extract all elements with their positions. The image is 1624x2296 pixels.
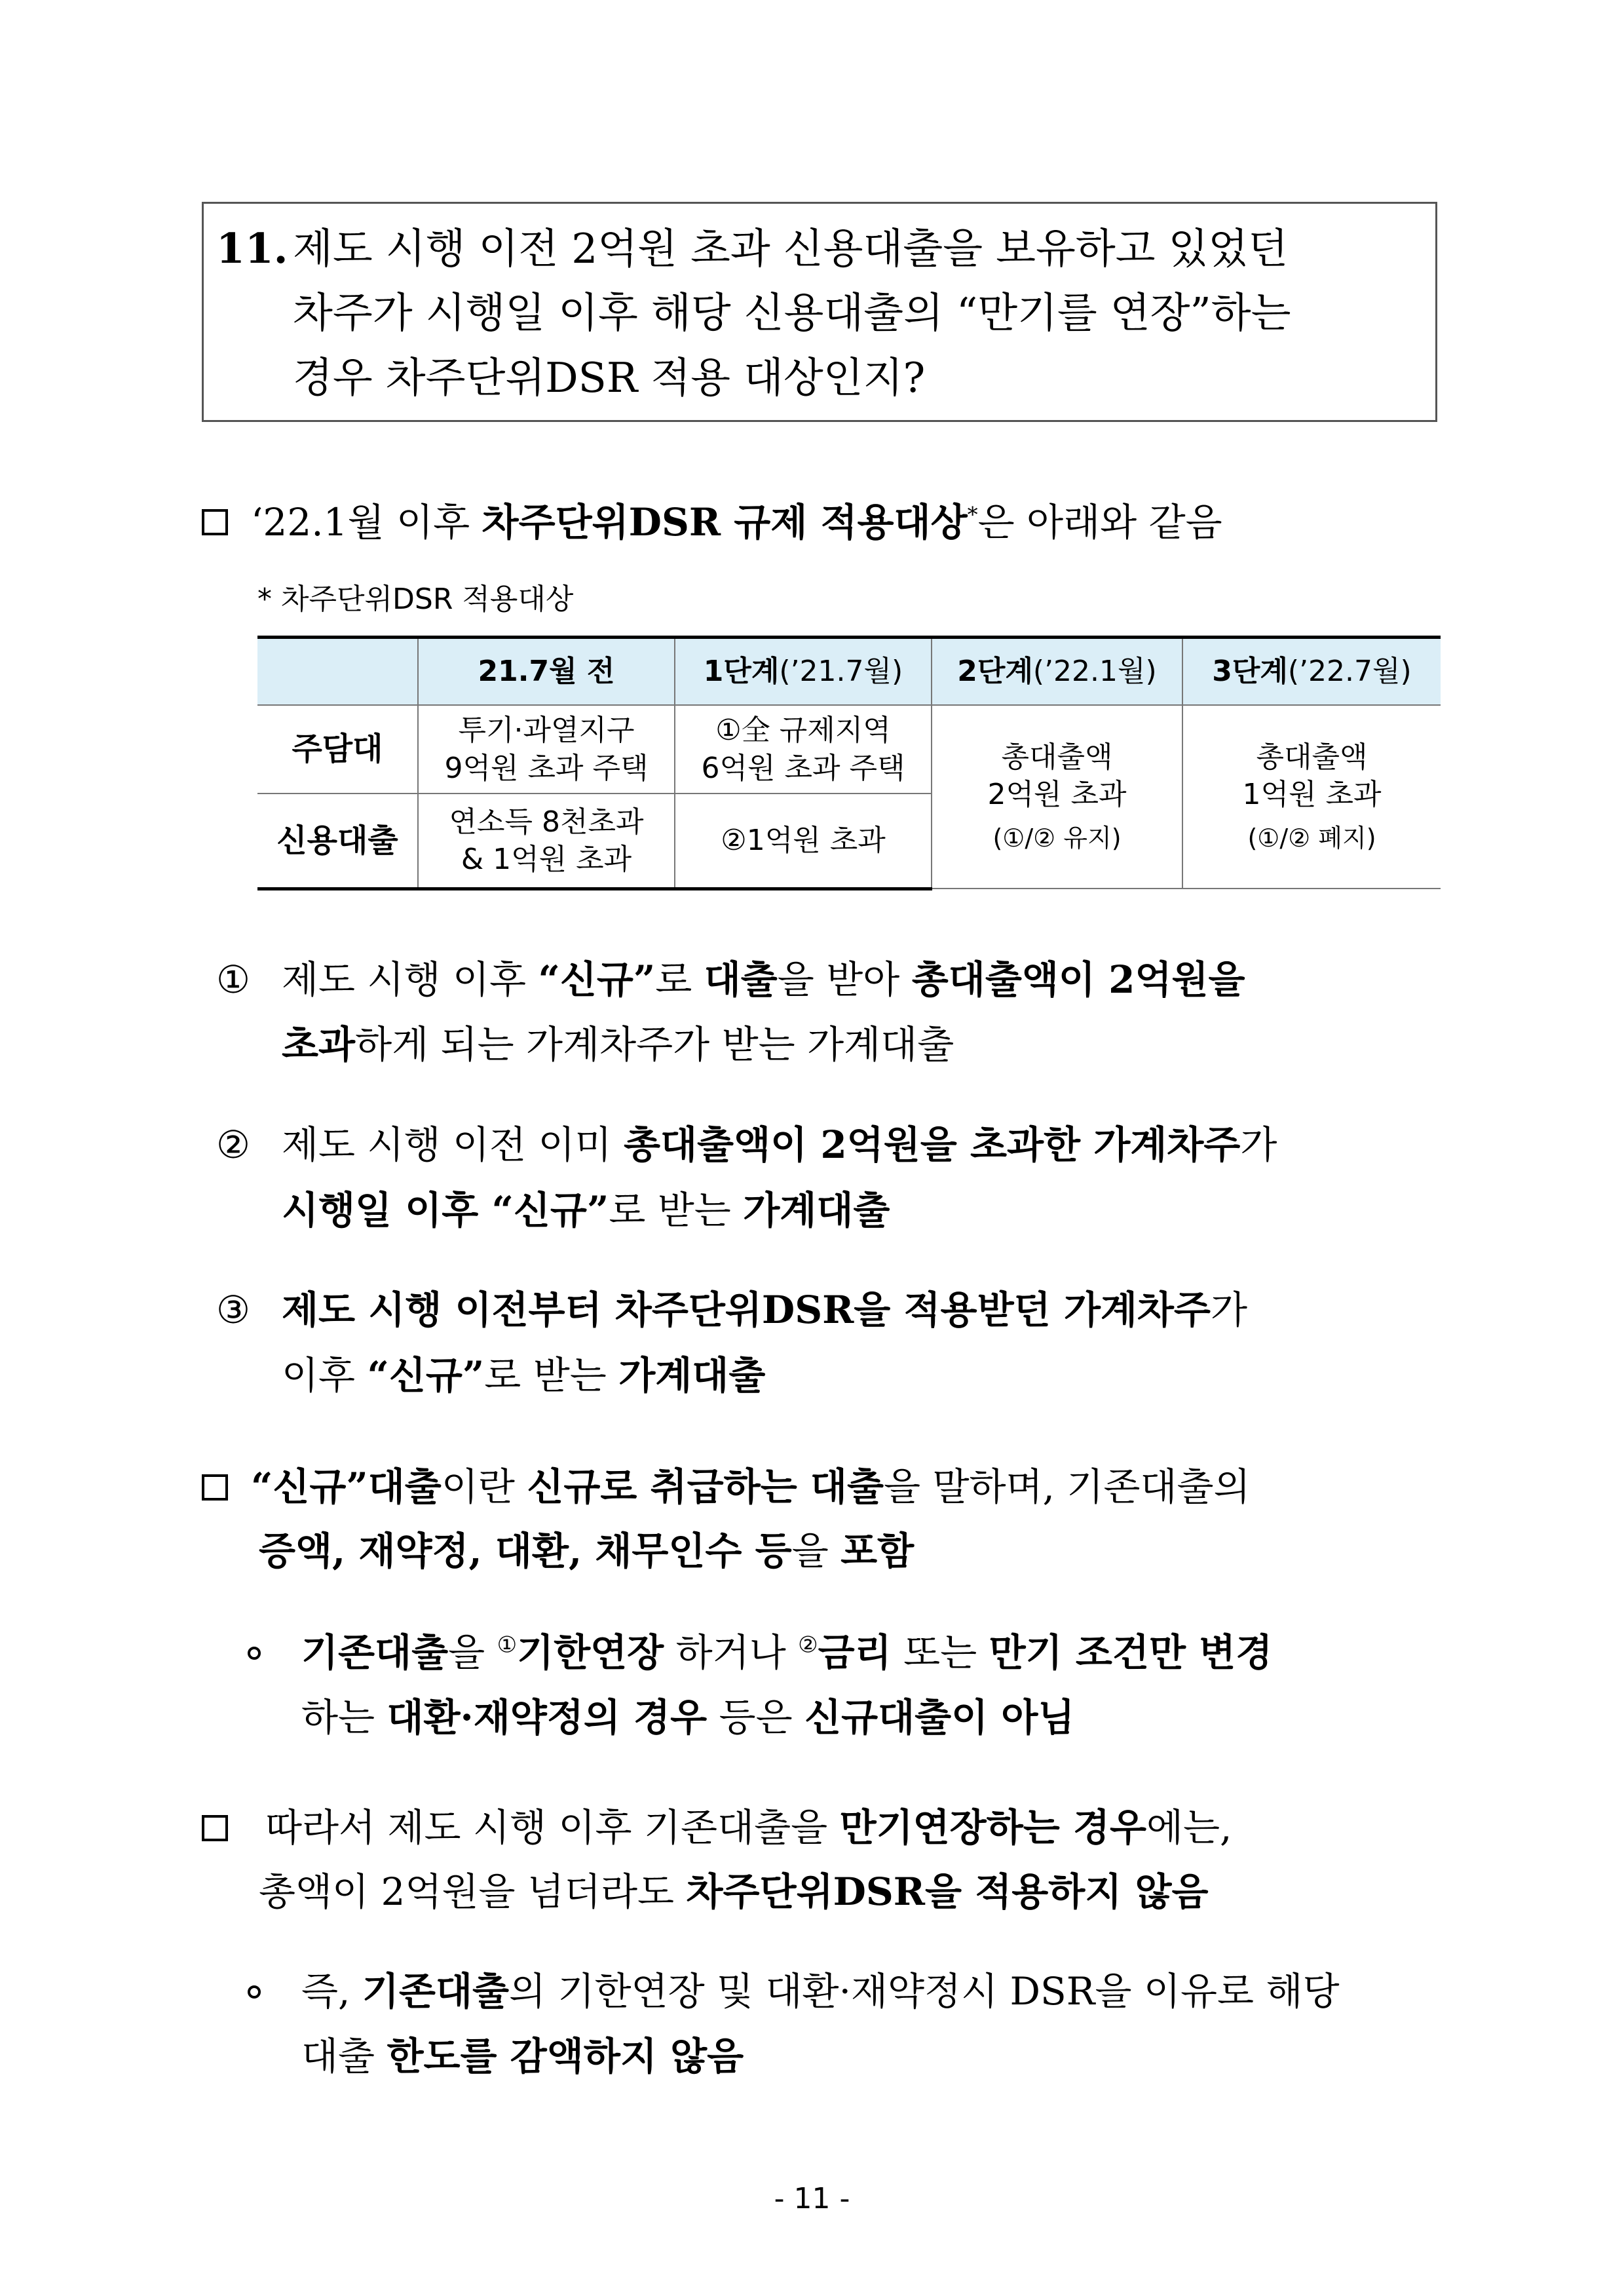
credit-stage1-cell: ②1억원 초과 [675, 794, 932, 889]
row-label-mortgage: 주담대 [257, 705, 418, 794]
row-label-credit: 신용대출 [257, 794, 418, 889]
section3-line-2: 총액이 2억원을 넘더라도 차주단위DSR을 적용하지 않음 [259, 1869, 1209, 1914]
table-header-stage1: 1단계(’21.7월) [675, 638, 932, 706]
checkbox-square-icon [202, 1474, 228, 1501]
page-number: - 11 - [774, 2182, 850, 2215]
item1-number: ① [216, 957, 250, 1002]
bullet-circle-icon [248, 1985, 261, 1999]
item3-number: ③ [216, 1288, 250, 1332]
section1-bold: 차주단위DSR 규제 적용대상 [482, 500, 968, 545]
bullet1-line-1: 기존대출을 ①기한연장 하거나 ②금리 또는 만기 조건만 변경 [301, 1630, 1273, 1675]
section1-text [251, 500, 1222, 545]
section3-line-1: 따라서 제도 시행 이후 기존대출을 만기연장하는 경우에는, [265, 1805, 1232, 1850]
stage3-cell: 총대출액 1억원 초과 (①/② 폐지) [1182, 705, 1441, 889]
mortgage-pre-cell: 투기·과열지구 9억원 초과 주택 [418, 705, 675, 794]
table-header-empty [257, 638, 418, 706]
table-header-stage3: 3단계(’22.7월) [1182, 638, 1441, 706]
table-row [257, 705, 1441, 794]
question-line-1: 제도 시행 이전 2억원 초과 신용대출을 보유하고 있었던 [293, 225, 1289, 273]
table-header-stage2: 2단계(’22.1월) [932, 638, 1182, 706]
section1-post: 은 아래와 같음 [977, 500, 1222, 545]
item2-line-1: 제도 시행 이전 이미 총대출액이 2억원을 초과한 가계차주가 [282, 1122, 1277, 1167]
stage2-cell: 총대출액 2억원 초과 (①/② 유지) [932, 705, 1182, 889]
item3-line-1: 제도 시행 이전부터 차주단위DSR을 적용받던 가계차주가 [282, 1288, 1247, 1332]
checkbox-square-icon [202, 1815, 228, 1841]
section2-line-2: 증액, 재약정, 대환, 채무인수 등을 포함 [259, 1529, 915, 1573]
credit-pre-cell: 연소득 8천초과 & 1억원 초과 [418, 794, 675, 889]
section2-line-1: “신규”대출이란 신규로 취급하는 대출을 말하며, 기존대출의 [251, 1464, 1251, 1509]
question-line-2: 차주가 시행일 이후 해당 신용대출의 “만기를 연장”하는 [293, 289, 1291, 337]
dsr-target-table [257, 636, 1441, 890]
section1-pre: ‘22.1월 이후 [251, 500, 482, 545]
bullet2-line-2: 대출 한도를 감액하지 않음 [301, 2034, 744, 2078]
question-number: 11. [216, 224, 288, 273]
checkbox-square-icon [202, 509, 228, 535]
question-line-3: 경우 차주단위DSR 적용 대상인지? [293, 354, 926, 402]
section1-sup: * [967, 502, 978, 527]
table-header-pre: 21.7월 전 [418, 638, 675, 706]
bullet-circle-icon [248, 1647, 261, 1660]
table-header-row [257, 638, 1441, 706]
bullet1-line-2: 하는 대환·재약정의 경우 등은 신규대출이 아님 [301, 1695, 1075, 1740]
item2-line-2: 시행일 이후 “신규”로 받는 가계대출 [282, 1188, 890, 1233]
mortgage-stage1-cell: ①全 규제지역 6억원 초과 주택 [675, 705, 932, 794]
item2-number: ② [216, 1122, 250, 1167]
section1-footnote: * 차주단위DSR 적용대상 [257, 583, 574, 616]
item3-line-2: 이후 “신규”로 받는 가계대출 [282, 1353, 766, 1398]
item1-line-1: 제도 시행 이후 “신규”로 대출을 받아 총대출액이 2억원을 [282, 957, 1245, 1002]
item1-line-2: 초과하게 되는 가계차주가 받는 가계대출 [282, 1022, 954, 1067]
bullet2-line-1: 즉, 기존대출의 기한연장 및 대환·재약정시 DSR을 이유로 해당 [301, 1969, 1340, 2014]
